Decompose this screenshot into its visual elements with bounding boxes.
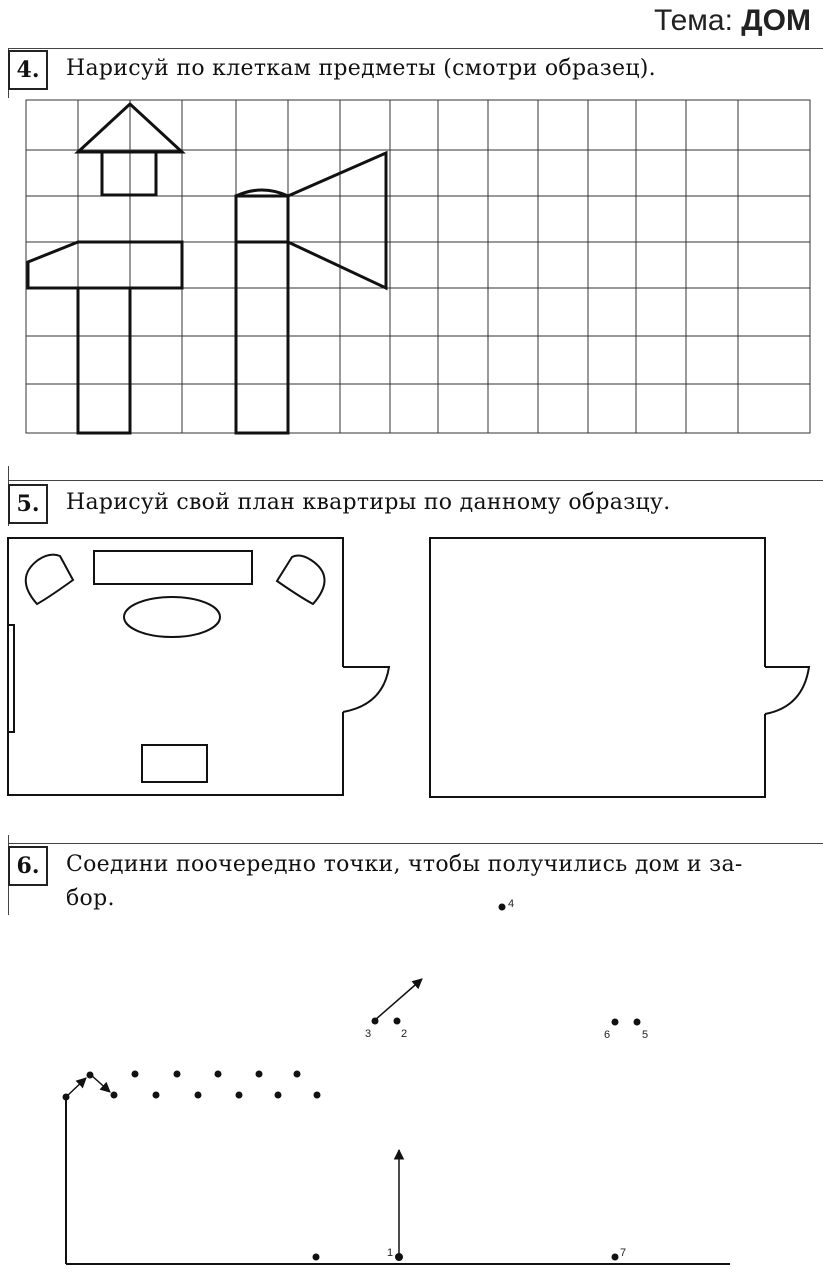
apartment-plan-sample — [8, 538, 389, 795]
dot-label-7: 7 — [620, 1247, 627, 1259]
task-5-text: Нарисуй свой план квартиры по данному образцу. — [66, 490, 671, 515]
task-4-text: Нарисуй по клеткам предметы (смотри образец). — [66, 56, 656, 81]
sample-figure-2 — [236, 153, 386, 433]
plan-armchair-left — [26, 555, 73, 604]
drawing-grid — [26, 100, 810, 433]
dot-7 — [612, 1254, 619, 1261]
topic-label: Тема: — [653, 4, 733, 37]
dot-5 — [634, 1019, 641, 1026]
plan-window — [8, 625, 14, 732]
dot-label-2: 2 — [401, 1028, 408, 1040]
house-dots — [372, 904, 641, 1262]
task-6-text-line1: Соедини поочередно точки, чтобы получились дом и за- — [66, 852, 743, 877]
dot-label-6: 6 — [604, 1029, 611, 1041]
plan-armchair-right — [277, 556, 325, 604]
plan-sofa — [94, 551, 252, 584]
task-6-number: 6. — [8, 846, 48, 886]
dot-4 — [499, 904, 506, 911]
connect-dots-puzzle — [63, 898, 731, 1264]
dot-label-5: 5 — [642, 1029, 649, 1041]
dot-2 — [394, 1018, 401, 1025]
task-6-text-line2: бор. — [66, 886, 115, 911]
plan-tv — [142, 745, 207, 782]
task-5-number: 5. — [8, 484, 48, 524]
plan-table — [124, 597, 220, 637]
dot-label-3: 3 — [365, 1028, 372, 1040]
dot-6 — [612, 1019, 619, 1026]
dot-3 — [372, 1018, 379, 1025]
apartment-plan-blank — [430, 538, 809, 797]
topic-value: ДОМ — [741, 4, 811, 37]
dot-1 — [395, 1253, 403, 1261]
task-4-number: 4. — [8, 50, 48, 90]
dot-label-4: 4 — [508, 898, 515, 910]
dot-label-1: 1 — [387, 1247, 394, 1259]
fence-dots — [63, 1071, 321, 1261]
